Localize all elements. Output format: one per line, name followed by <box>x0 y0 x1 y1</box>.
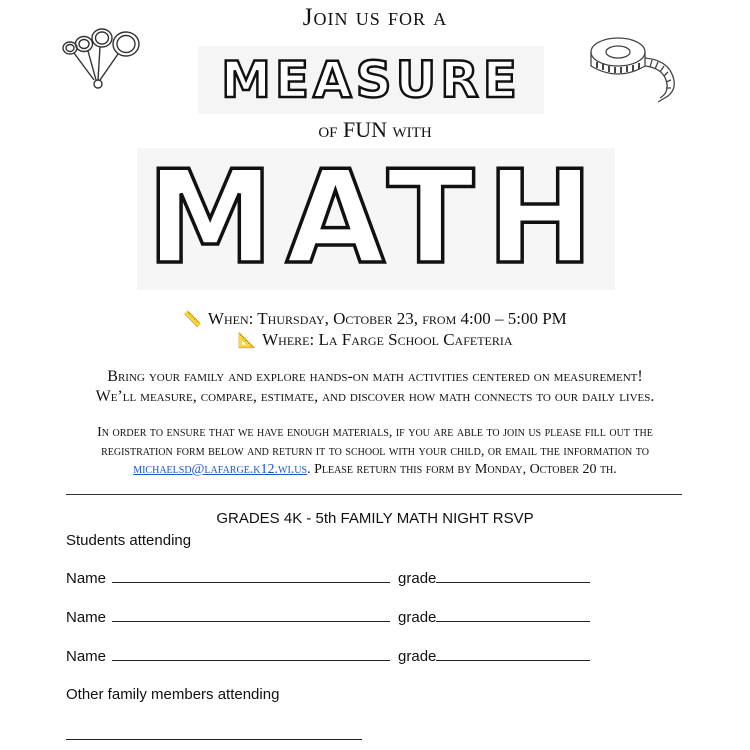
email-link[interactable]: michaelsd@lafarge.k12.wi.us <box>133 462 308 477</box>
instructions-deadline: . Please return this form by Monday, October 20 th. <box>307 462 617 477</box>
instructions-line-2: registration form below and return it to school with your child, or email the information to <box>101 444 649 459</box>
student-row <box>66 608 590 626</box>
name-field[interactable] <box>112 569 390 583</box>
event-where-text: Where: La Farge School Cafeteria <box>262 330 513 349</box>
ruler-icon: 📏 <box>183 312 202 328</box>
student-row <box>66 569 590 587</box>
grade-field[interactable] <box>436 647 590 661</box>
instructions-line-3 <box>0 462 750 478</box>
cut-line-divider <box>66 494 682 495</box>
name-field[interactable] <box>112 647 390 661</box>
name-label: Name <box>66 609 107 626</box>
rsvp-title: GRADES 4K - 5th FAMILY MATH NIGHT RSVP <box>216 510 534 527</box>
tape-measure-icon <box>588 30 692 106</box>
student-row <box>66 647 590 665</box>
triangle-ruler-icon: 📐 <box>237 333 257 349</box>
intro-line-2: We’ll measure, compare, estimate, and discover how math connects to our daily lives. <box>95 388 655 405</box>
name-field[interactable] <box>112 608 390 622</box>
grade-field[interactable] <box>436 569 590 583</box>
grade-label: grade <box>398 609 437 626</box>
grade-label: grade <box>398 570 437 587</box>
intro-line-1: Bring your family and explore hands-on math activities centered on measurement! <box>107 368 643 385</box>
event-when-text: When: Thursday, October 23, from 4:00 – 5:00 PM <box>207 309 567 328</box>
grade-field[interactable] <box>436 608 590 622</box>
measure-title: MEASURE <box>221 51 521 109</box>
header-fun-line: of FUN with <box>318 117 432 142</box>
header-join-line: Join us for a <box>302 4 448 31</box>
math-title: MATH <box>146 144 606 293</box>
name-label: Name <box>66 648 107 665</box>
measuring-spoons-icon <box>58 22 148 94</box>
grade-label: grade <box>398 648 437 665</box>
students-attending-label: Students attending <box>66 532 192 549</box>
name-label: Name <box>66 570 107 587</box>
instructions-line-1: In order to ensure that we have enough materials, if you are able to join us please fill out the <box>97 425 653 440</box>
event-where <box>0 330 750 350</box>
other-family-label: Other family members attending <box>66 686 280 703</box>
other-family-field[interactable] <box>66 739 362 740</box>
event-when <box>0 309 750 329</box>
